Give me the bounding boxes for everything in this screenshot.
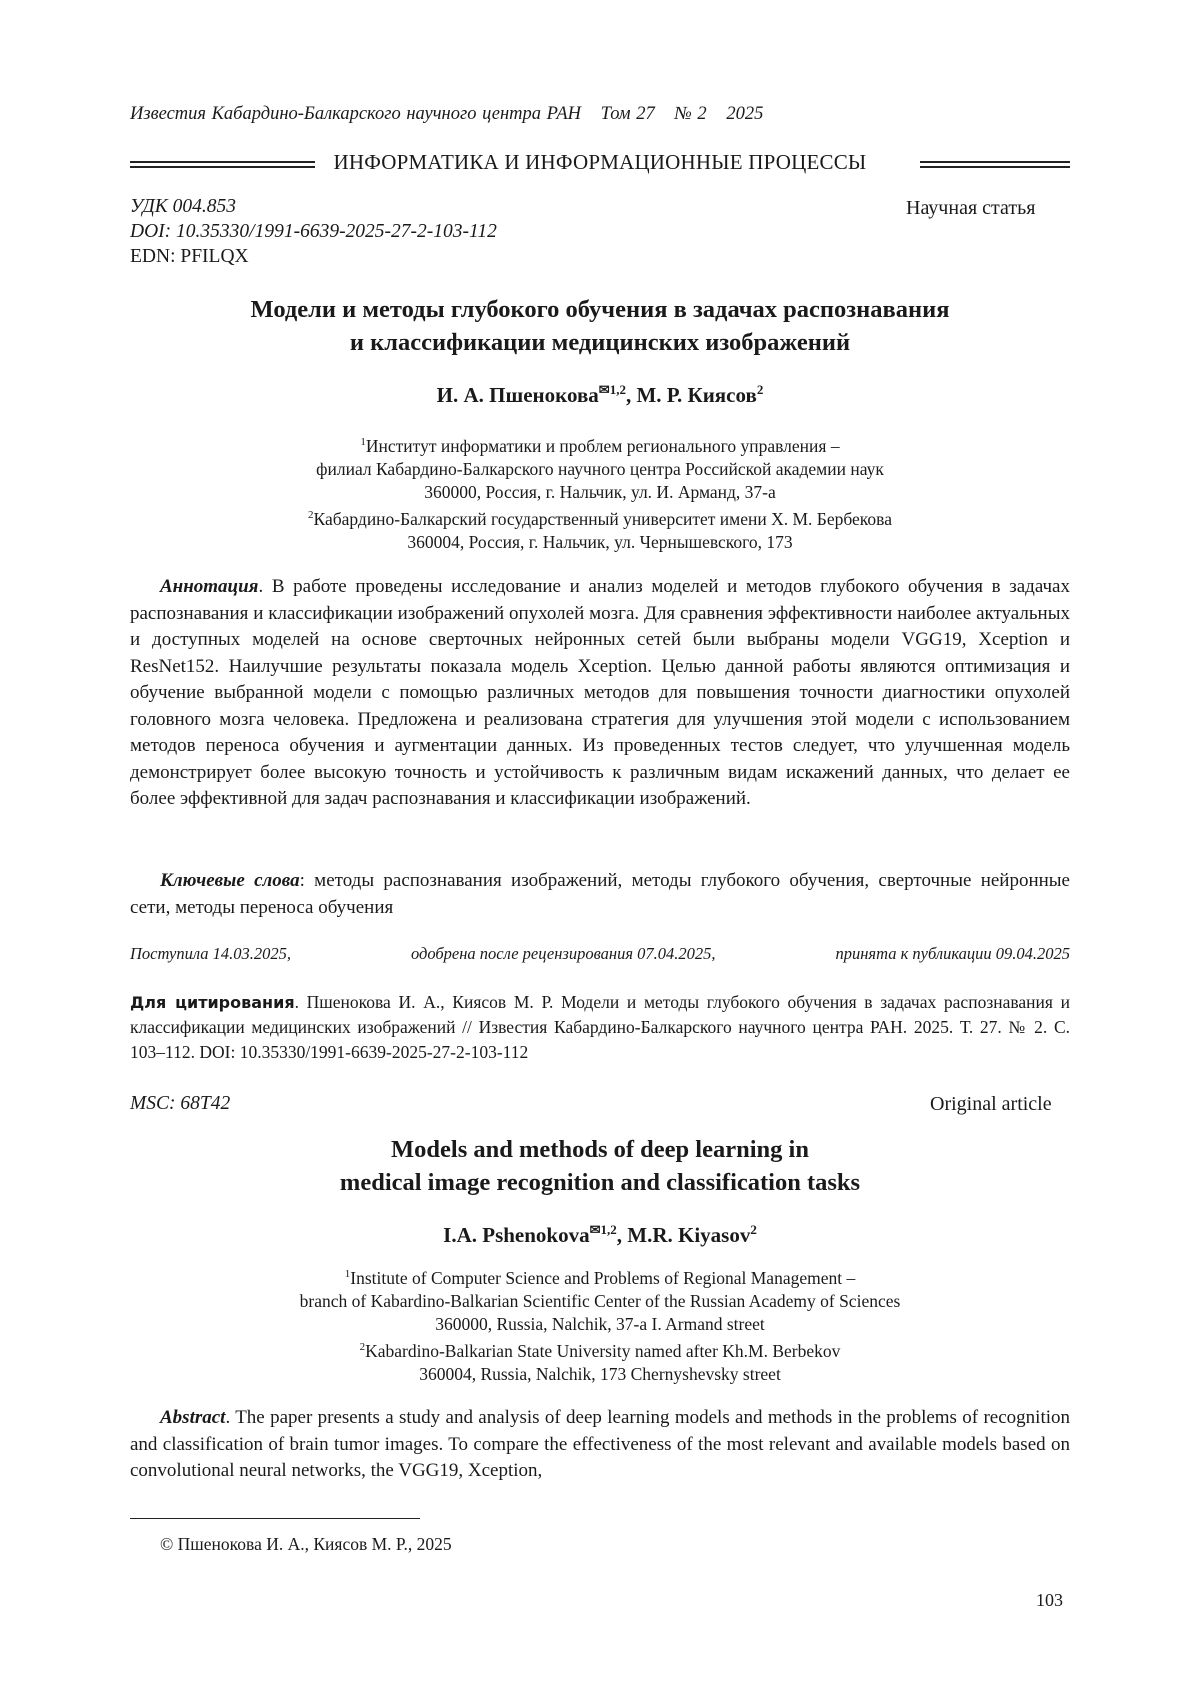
author1-en: I.A. Pshenokova (443, 1223, 590, 1247)
title-en-line1: Models and methods of deep learning in (391, 1136, 809, 1163)
date-received: Поступила 14.03.2025, (130, 944, 291, 963)
author2-ru: М. Р. Киясов (636, 383, 757, 407)
udk: УДК 004.853 (130, 196, 236, 217)
mail-icon: ✉ (598, 382, 610, 397)
abstract-en (130, 1405, 1070, 1485)
page-number: 103 (1036, 1590, 1063, 1610)
title-ru-line2: и классификации медицинских изображений (349, 329, 851, 356)
author2-en: M.R. Kiyasov (627, 1223, 751, 1247)
abstract-ru-label: Аннотация (160, 576, 259, 597)
article-type-en: Original article (930, 1093, 1052, 1115)
footnote-rule (130, 1518, 420, 1519)
section-title: ИНФОРМАТИКА И ИНФОРМАЦИОННЫЕ ПРОЦЕССЫ (130, 150, 1070, 175)
citation-label: Для цитирования (130, 993, 295, 1012)
abstract-ru-text: . В работе проведены исследование и анализ моделей и методов глубокого обучения в задачах распознавания и классификации изображений опухолей мозга. Для сравнения эффективности наиболее актуальных и доступных моделей на основе сверточных нейронных сетей были выбраны модели VGG19, Xception и ResNet152. Наилучшие результаты показала модель Xception. Целью данной работы являются оптимизация и обучение выбранной модели с помощью различных методов для повышения точности диагностики опухолей головного мозга человека. Предложена и реализована стратегия для улучшения этой модели с использованием методов переноса обучения и аугментации данных. Из проведенных тестов следует, что улучшенная модель демонстрирует более высокую точность и устойчивость к различным видам искажений данных, что делает ее более эффективной для задач распознавания и классификации изображений. (130, 576, 1070, 809)
title-en-line2: medical image recognition and classification tasks (339, 1169, 861, 1196)
title-en (130, 1133, 1070, 1199)
doi: DOI: 10.35330/1991-6639-2025-27-2-103-112 (130, 221, 497, 242)
section-bar (130, 150, 1070, 180)
date-accepted: принята к публикации 09.04.2025 (835, 944, 1070, 963)
date-reviewed: одобрена после рецензирования 07.04.2025, (410, 944, 716, 963)
citation-text: . Пшенокова И. А., Киясов М. Р. Модели и методы глубокого обучения в задачах распознавания и классификации медицинских изображений // Известия Кабардино-Балкарского научного центра РАН. 2025. Т. 27. № 2. С. 103–112. DOI: 10.35330/1991-6639-2025-27-2-103-112 (130, 992, 1070, 1062)
mail-icon: ✉ (589, 1222, 601, 1237)
journal-name: Известия Кабардино-Балкарского научного центра РАН (130, 104, 581, 124)
authors-en: I.A. Pshenokova$^{✉1,2}$, M.R. Kiyasov$^2$ (443, 1222, 757, 1247)
title-ru-line1: Модели и методы глубокого обучения в задачах распознавания (250, 296, 950, 323)
running-header (130, 104, 777, 125)
abstract-en-label: Abstract (160, 1407, 226, 1428)
author1-ru: И. А. Пшенокова (436, 383, 599, 407)
affiliations-en: $^1$Institute of Computer Science and Problems of Regional Management – branch of Kabardino-Balkarian Scientific Center of the Russian Academy of Sciences 360000, Russia, Nalchik, 37-a I. Armand street $^2$Kabardino-Balkarian State University named after Kh.M. Berbekov 360004, Russia, Nalchik, 173 Chernyshevsky street (299, 1267, 901, 1384)
copyright: © Пшенокова И. А., Киясов М. Р., 2025 (160, 1534, 452, 1554)
article-type-ru: Научная статья (906, 197, 1036, 219)
citation (130, 990, 1070, 1065)
keywords-label: Ключевые слова (160, 870, 300, 891)
edn: EDN: PFILQX (130, 246, 249, 267)
authors-ru: И. А. Пшенокова$^{✉1,2}$, М. Р. Киясов$^2$ (436, 382, 764, 407)
title-ru (130, 293, 1070, 359)
journal-year: 2025 (726, 104, 764, 124)
journal-issue: № 2 (674, 104, 707, 124)
affiliations-ru: $^1$Институт информатики и проблем регионального управления – филиал Кабардино-Балкарского научного центра Российской академии наук 360000, Россия, г. Нальчик, ул. И. Арманд, 37-а $^2$Кабардино-Балкарский государственный университет имени Х. М. Бербекова 360004, Россия, г. Нальчик, ул. Чернышевского, 173 (308, 435, 892, 552)
keywords-text: : методы распознавания изображений, методы глубокого обучения, сверточные нейронные сети, методы переноса обучения (130, 870, 1070, 918)
abstract-en-text: . The paper presents a study and analysis of deep learning models and methods in the problems of recognition and classification of brain tumor images. To compare the effectiveness of the most relevant and available models based on convolutional neural networks, the VGG19, Xception, (130, 1407, 1070, 1481)
keywords-ru (130, 868, 1070, 921)
abstract-ru (130, 574, 1070, 813)
journal-volume: Том 27 (600, 104, 655, 124)
publication-dates (130, 944, 1070, 964)
msc: MSC: 68T42 (130, 1093, 231, 1114)
